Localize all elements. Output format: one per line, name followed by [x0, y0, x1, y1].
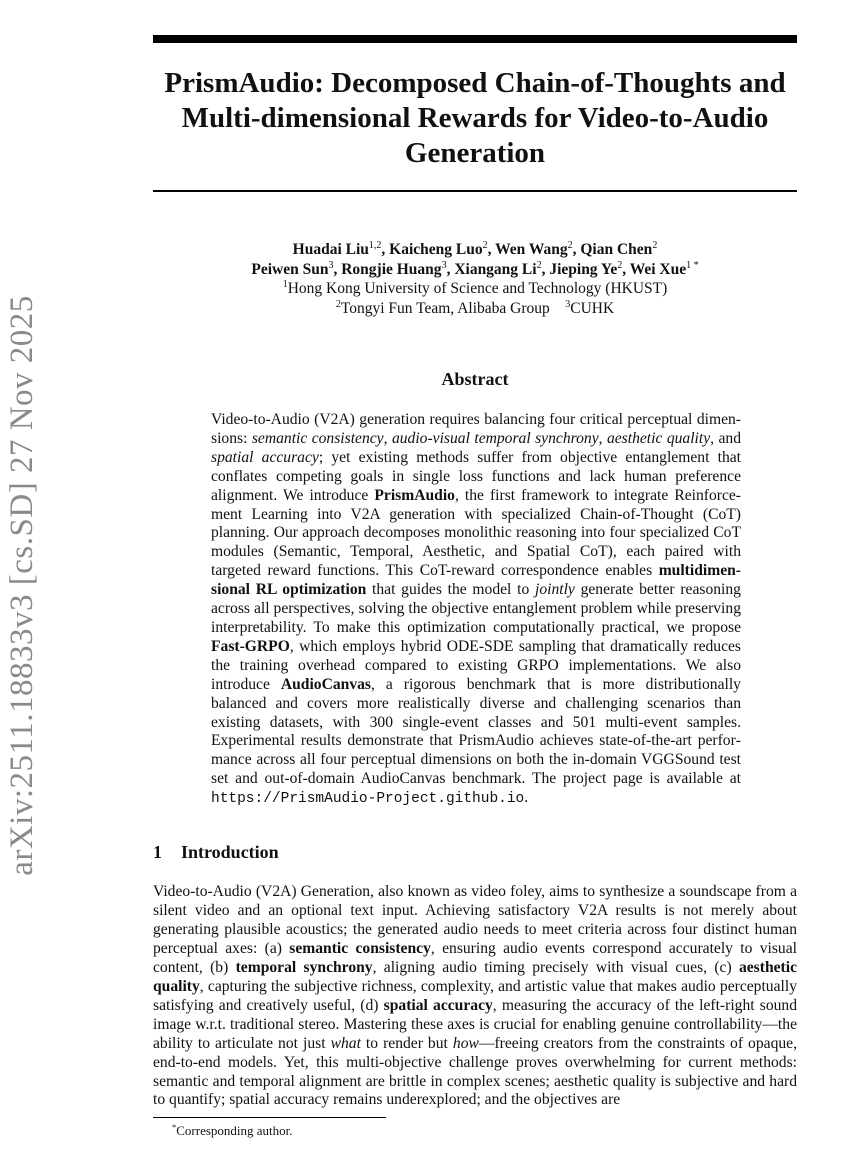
intro-span: , measuring the accuracy of the left-right sound image w.r.t. traditional stereo. Mastering these axes is crucial for enabling genuine controllability—the ability to articulate not just [153, 996, 798, 1052]
author-affiliation-mark: 2 [567, 240, 573, 251]
abstract-emphasis: semantic consistency [251, 429, 384, 447]
author-name: Jieping Ye [549, 260, 618, 278]
abstract-heading: Abstract [441, 369, 509, 389]
author-name: Huadai Liu [292, 241, 369, 258]
abstract-emphasis: aesthetic quality [606, 429, 711, 447]
abstract-span: , the first framework to integrate Reinforcement Learning into V2A generation with specialized Chain-of-Thought (CoT) planning. Our approach decomposes monolithic reasoning into four specialized CoT modules (Semantic, Temporal, Aesthetic, and Spatial CoT), each paired with targeted reward functions. This CoT-reward correspondence enables [211, 486, 741, 580]
author-affiliation-mark: 2 [536, 259, 542, 271]
author-affiliation-mark: 1,2 [368, 240, 382, 251]
author-names: Huadai Liu$^{1,2}$, Kaicheng Luo$^2$, Wen Wang$^2$, Qian Chen$^2$ Peiwen Sun$^3$, Rongjie Huang$^3$, Xiangang Li$^2$, Jieping Ye$^2$, Wei Xue$^{1 *}$ [251, 240, 699, 278]
abstract-span: , which employs hybrid ODE-SDE sampling that dramatically reduces the training overhead compared to existing GRPO implementations. We also introduce [211, 637, 741, 693]
abstract-span: ; yet existing methods suffer from objective entanglement that conflates competing goals in single loss functions and lack human preference alignment. We introduce [211, 448, 741, 504]
section-title: Introduction [181, 842, 279, 862]
abstract-span: , [598, 429, 607, 447]
intro-span: to render but [360, 1034, 453, 1052]
intro-strong: semantic consistency [289, 939, 431, 957]
author-block [153, 240, 797, 318]
introduction-paragraph [153, 883, 797, 1110]
paper-title: PrismAudio: Decomposed Chain-of-Thoughts and Multi-dimensional Rewards for Video-to-Audio Generation [164, 67, 786, 169]
affiliation-line [153, 279, 797, 299]
abstract-span: that guides the model to [366, 581, 535, 599]
project-page-url: https://PrismAudio-Project.github.io [211, 791, 525, 808]
intro-span: , aligning audio timing precisely with visual cues, (c) [372, 958, 739, 976]
intro-strong: temporal synchrony [235, 958, 373, 976]
author-name: Wen Wang [495, 241, 568, 258]
footnote-rule [153, 1117, 386, 1118]
author-affiliation-mark: 3 [328, 259, 334, 271]
abstract-strong: AudioCanvas [280, 675, 371, 693]
intro-strong: aesthetic quality [153, 958, 797, 995]
affiliation-name: Tongyi Fun Team, Alibaba Group [340, 299, 550, 317]
arxiv-id-text: arXiv:2511.18833v3 [cs.SD] 27 Nov 2025 [3, 294, 40, 876]
abstract-span: , and [710, 429, 742, 447]
affiliation-line [153, 299, 797, 319]
footnote-text: Corresponding author. [176, 1123, 293, 1138]
arxiv-identifier-stamp [0, 280, 44, 890]
author-name: Rongjie Huang [341, 260, 442, 278]
abstract-text [211, 411, 741, 809]
affiliation-mark: 3 [565, 298, 571, 310]
author-affiliation-mark: 3 [441, 259, 447, 271]
author-affiliation-mark: 1 * [686, 259, 699, 271]
author-affiliation-mark: 2 [652, 240, 658, 251]
section-heading-introduction [153, 841, 279, 863]
footnote [172, 1123, 293, 1139]
affiliation-name: CUHK [570, 299, 615, 317]
abstract-span: . [524, 789, 529, 807]
top-rule [153, 35, 797, 43]
affiliation-mark: 1 [282, 279, 288, 290]
intro-span: —freeing creators from the constraints of opaque, end-to-end models. Yet, this multi-objective challenge proves overwhelming for current methods: semantic and temporal alignment are brittle in complex scenes; aesthetic quality is subjective and hard to quantify; spatial accuracy remains underexplored; and the objectives are [153, 1034, 797, 1109]
intro-emphasis: what [330, 1034, 361, 1052]
section-number: 1 [153, 842, 162, 862]
abstract-span: , [383, 429, 392, 447]
author-affiliation-mark: 2 [482, 240, 488, 251]
author-name: Peiwen Sun [251, 260, 329, 278]
affiliation-mark: 2 [335, 298, 341, 310]
intro-span: Video-to-Audio (V2A) Generation, also known as video foley, aims to synthesize a soundscape from a silent video and an optional text input. Achieving satisfactory V2A results is not merely about generating plausible acoustics; the generated audio needs to meet criteria across four distinct human perceptual axes: (a) [153, 883, 797, 957]
author-name: Wei Xue [629, 260, 687, 278]
abstract-span: , a rigorous benchmark that is more distributionally balanced and covers more realistically diverse and challenging scenarios than existing datasets, with 300 single-event classes and 501 multi-event samples. Experimental results demonstrate that PrismAudio achieves state-of-the-art performance across all four perceptual dimensions on both the in-domain VGGSound test set and out-of-domain AudioCanvas benchmark. The project page is available at [211, 675, 741, 788]
abstract-span: generate better reasoning across all perspectives, solving the objective entanglement problem while preserving interpretability. To make this optimization computationally practical, we propose [211, 581, 741, 636]
abstract-strong: Fast-GRPO [211, 637, 290, 655]
abstract-emphasis: jointly [534, 581, 575, 599]
intro-span: , capturing the subjective richness, complexity, and artistic value that makes audio perceptually satisfying and creatively useful, (d) [153, 977, 797, 1014]
author-name: Qian Chen [580, 241, 653, 258]
footnote-mark: * [172, 1122, 177, 1132]
abstract-span: Video-to-Audio (V2A) generation requires balancing four critical perceptual dimensions: [211, 411, 741, 447]
author-name: Xiangang Li [454, 260, 537, 278]
author-affiliation-mark: 2 [617, 259, 623, 271]
abstract-emphasis: spatial accuracy [211, 448, 319, 466]
intro-emphasis: how [452, 1034, 479, 1052]
author-name: Kaicheng Luo [389, 241, 483, 258]
affiliation-name: Hong Kong University of Science and Technology (HKUST) [287, 280, 668, 297]
intro-strong: spatial accuracy [383, 996, 493, 1014]
abstract-strong: multidimensional RL optimization [211, 562, 741, 599]
intro-span: , ensuring audio events correspond accurately to visual content, (b) [153, 939, 797, 976]
abstract-emphasis: audio-visual temporal synchrony [391, 429, 599, 447]
abstract-strong: PrismAudio [374, 486, 455, 504]
title-rule [153, 190, 797, 192]
